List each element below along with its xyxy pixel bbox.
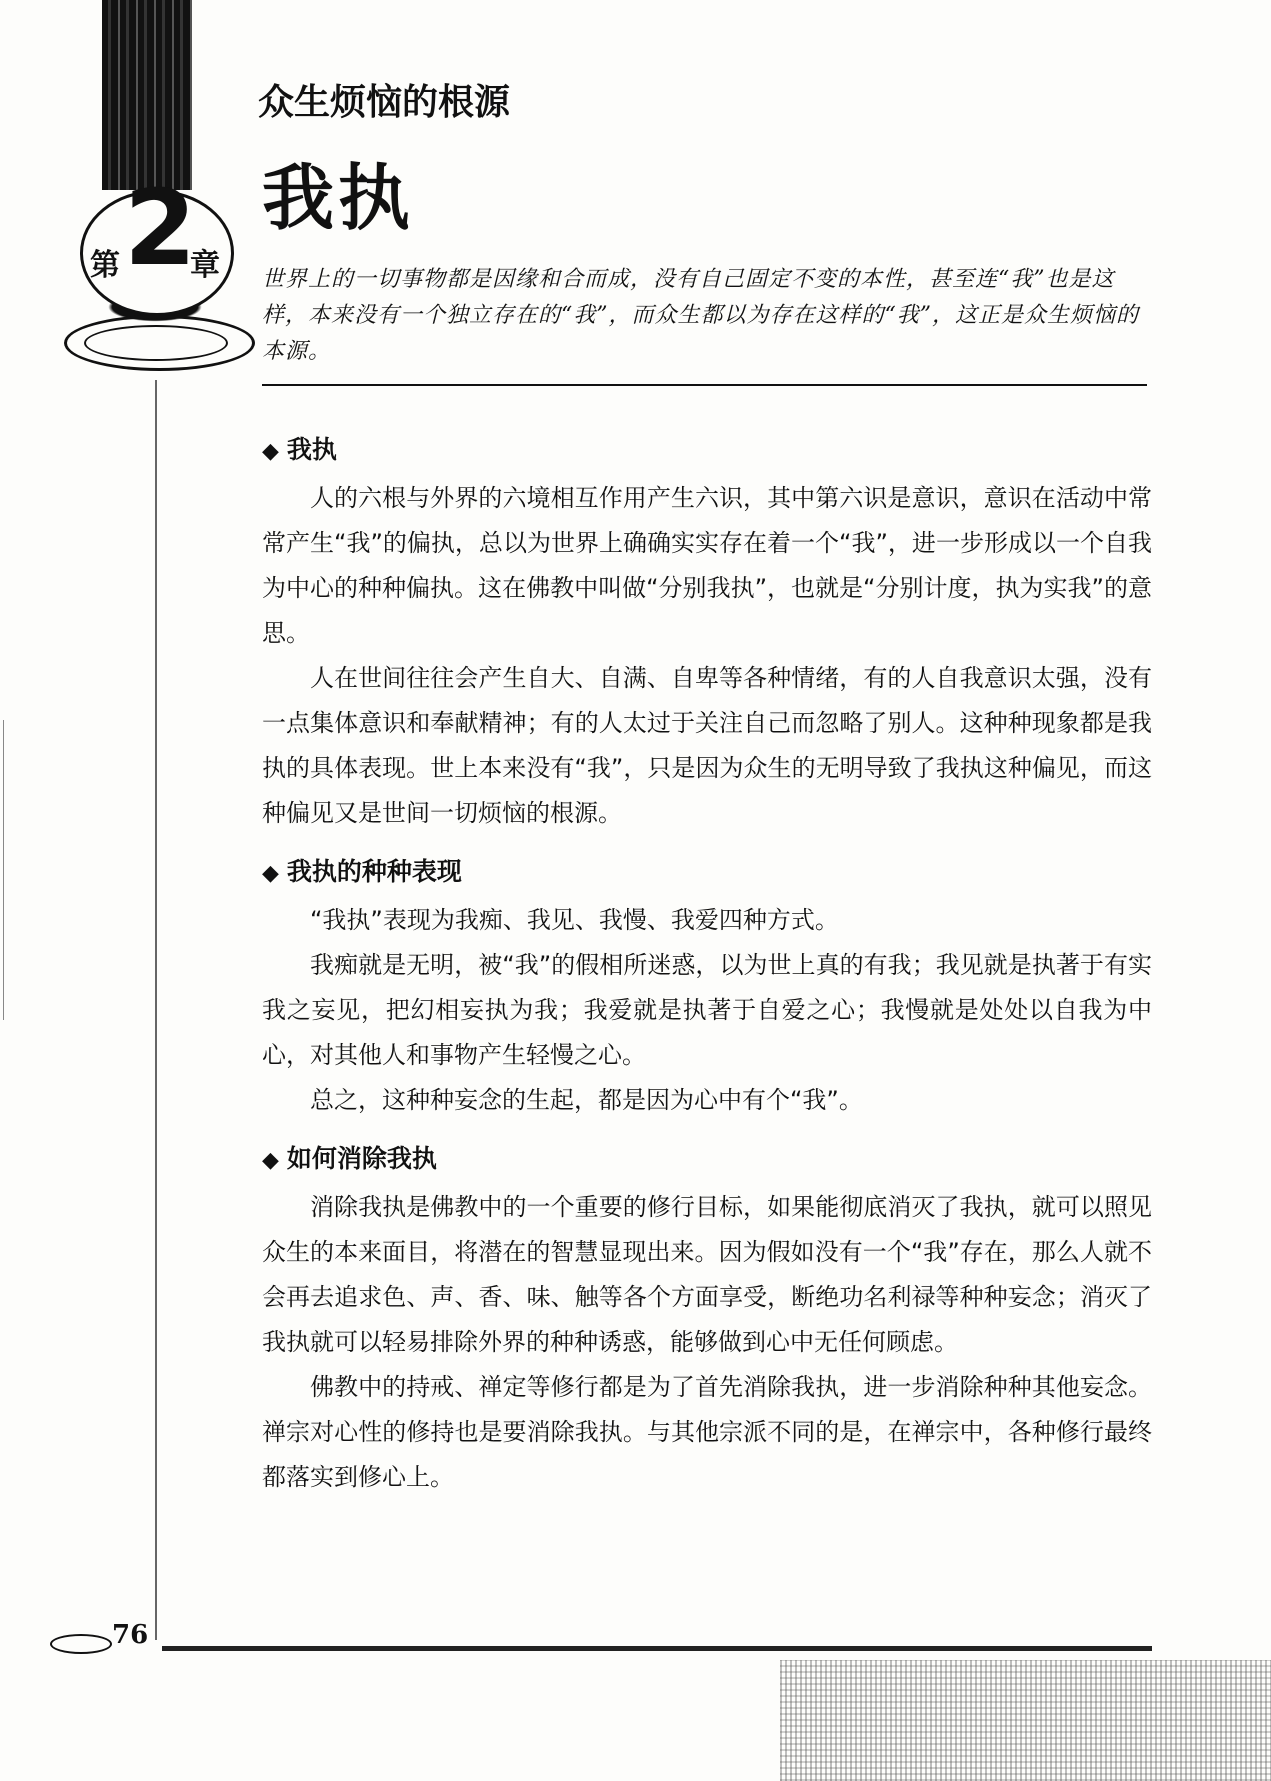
section-elimination [262, 1141, 1152, 1500]
section-heading-text: 我执的种种表现 [286, 857, 462, 886]
paragraph: “我执”表现为我痴、我见、我慢、我爱四种方式。 [310, 906, 839, 934]
diamond-bullet-icon: ◆ [262, 1148, 279, 1173]
margin-line [155, 380, 157, 1640]
section-manifestations [262, 854, 1152, 1123]
swirl-inner-ornament-icon [84, 325, 228, 361]
page-number-ornament-icon [50, 1634, 112, 1654]
section-heading-text: 我执 [286, 435, 337, 464]
scan-edge-line [3, 720, 4, 1020]
chapter-side-decoration [102, 0, 192, 190]
paragraph: 总之，这种种妄念的生起，都是因为心中有个“我”。 [310, 1086, 863, 1114]
page-number: 76 [112, 1620, 149, 1650]
chapter-content [262, 432, 1152, 1518]
section-heading [262, 854, 1152, 890]
intro-divider [262, 384, 1147, 386]
paragraph: 佛教中的持戒、禅定等修行都是为了首先消除我执，进一步消除种种其他妄念。禅宗对心性的修持也是要消除我执。与其他宗派不同的是，在禅宗中，各种修行最终都落实到修心上。 [262, 1373, 1152, 1491]
chapter-title: 我执 [262, 156, 415, 240]
chapter-intro: 世界上的一切事物都是因缘和合而成，没有自己固定不变的本性，甚至连“我”也是这样，本来没有一个独立存在的“我”，而众生都以为存在这样的“我”，这正是众生烦恼的本源。 [262, 267, 1139, 364]
scan-noise [780, 1660, 1271, 1781]
chapter-subtitle: 众生烦恼的根源 [258, 82, 511, 123]
diamond-bullet-icon: ◆ [262, 439, 279, 464]
paragraph: 人在世间往往会产生自大、自满、自卑等各种情绪，有的人自我意识太强，没有一点集体意识和奉献精神；有的人太过于关注自己而忽略了别人。这种种现象都是我执的具体表现。世上本来没有“我”，只是因为众生的无明导致了我执这种偏见，而这种偏见又是世间一切烦恼的根源。 [262, 664, 1152, 827]
chapter-number: 2 [124, 167, 197, 289]
diamond-bullet-icon: ◆ [262, 861, 279, 886]
chapter-badge [72, 167, 242, 360]
chapter-label-right: 章 [190, 248, 220, 283]
section-heading [262, 1141, 1152, 1177]
section-wozhi [262, 432, 1152, 836]
section-heading-text: 如何消除我执 [286, 1144, 437, 1173]
paragraph: 人的六根与外界的六境相互作用产生六识，其中第六识是意识，意识在活动中常常产生“我”的偏执，总以为世界上确确实实存在着一个“我”，进一步形成以一个自我为中心的种种偏执。这在佛教中叫做“分别我执”，也就是“分别计度，执为实我”的意思。 [262, 484, 1152, 647]
footer-rule [162, 1646, 1152, 1651]
section-heading [262, 432, 1152, 468]
paragraph: 我痴就是无明，被“我”的假相所迷惑，以为世上真的有我；我见就是执著于有实我之妄见，把幻相妄执为我；我爱就是执著于自爱之心；我慢就是处处以自我为中心，对其他人和事物产生轻慢之心。 [262, 951, 1152, 1069]
chapter-label-left: 第 [90, 248, 120, 283]
paragraph: 消除我执是佛教中的一个重要的修行目标，如果能彻底消灭了我执，就可以照见众生的本来面目，将潜在的智慧显现出来。因为假如没有一个“我”存在，那么人就不会再去追求色、声、香、味、触等各个方面享受，断绝功名利禄等种种妄念；消灭了我执就可以轻易排除外界的种种诱惑，能够做到心中无任何顾虑。 [262, 1193, 1152, 1356]
